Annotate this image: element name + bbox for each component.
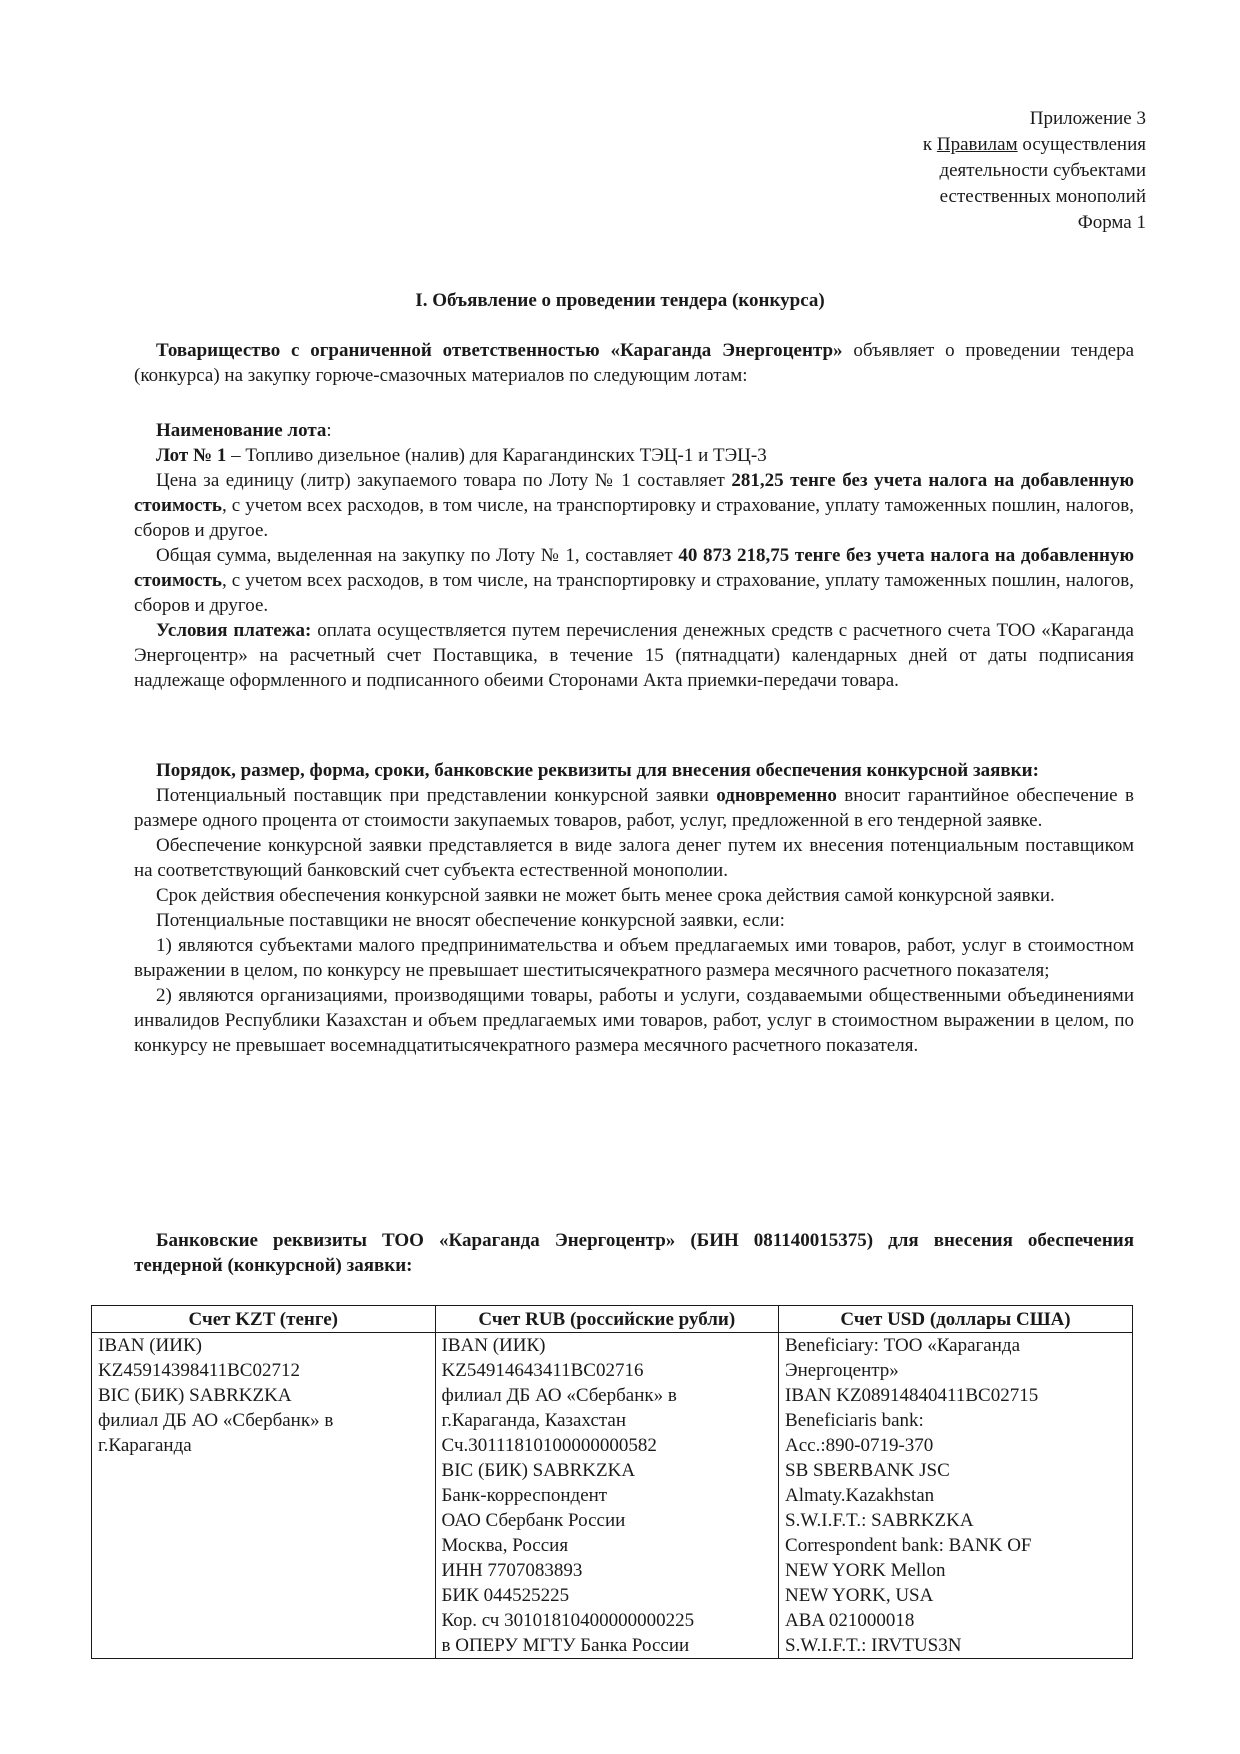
appendix-block — [923, 106, 1146, 236]
security-paragraph-6: 2) являются организациями, производящими товары, работы и услуги, создаваемыми общественными объединениями инвалидов Республики Казахстан и объем предлагаемых ими товаров, работ, услуг в стоимостном выражении в целом, по конкурсу не превышает восемнадцатитысячекратного размера месячного расчетного показателя. — [134, 985, 1134, 1056]
rub-line: ОАО Сбербанк России — [441, 1510, 626, 1531]
appendix-line-4: естественных монополий — [939, 186, 1146, 207]
rub-line: в ОПЕРУ МГТУ Банка России — [441, 1635, 690, 1656]
appendix-rules-line: к Правилам осуществления — [922, 134, 1146, 155]
header-kzt: Счет KZT (тенге) — [92, 1306, 436, 1333]
usd-line: SB SBERBANK JSC — [785, 1460, 950, 1481]
kzt-line: г.Караганда — [98, 1435, 192, 1456]
kzt-line: BIC (БИК) SABRKZKA — [98, 1385, 292, 1406]
lot-name: Лот № 1 – Топливо дизельное (налив) для Карагандинских ТЭЦ-1 и ТЭЦ-3 — [156, 445, 767, 466]
usd-line: Almaty.Kazakhstan — [785, 1485, 935, 1506]
bank-section — [134, 1228, 1134, 1278]
usd-line: Acc.:890-0719-370 — [785, 1435, 934, 1456]
appendix-line-3: деятельности субъектами — [939, 160, 1146, 181]
security-paragraph-5: 1) являются субъектами малого предпринимательства и объем предлагаемых ими товаров, работ, услуг в стоимостном выражении в целом, по конкурсу не превышает шеститысячекратного размера месячного расчетного показателя; — [134, 935, 1134, 981]
bank-details-table — [91, 1305, 1133, 1659]
rub-line: BIC (БИК) SABRKZKA — [441, 1460, 636, 1481]
security-paragraph-2: Обеспечение конкурсной заявки представляется в виде залога денег путем их внесения потенциальным поставщиком на соответствующий банковский счет субъекта естественной монополии. — [134, 835, 1134, 881]
header-rub: Счет RUB (российские рубли) — [435, 1306, 779, 1333]
usd-line: Beneficiaris bank: — [785, 1410, 924, 1431]
bank-heading: Банковские реквизиты ТОО «Караганда Энергоцентр» (БИН 081140015375) для внесения обеспечения тендерной (конкурсной) заявки: — [134, 1230, 1134, 1276]
rub-line: Кор. сч 30101810400000000225 — [441, 1610, 695, 1631]
security-section — [134, 758, 1134, 1058]
appendix-number: Приложение 3 — [1029, 108, 1146, 129]
rub-line: Банк-корреспондент — [441, 1485, 608, 1506]
security-heading: Порядок, размер, форма, сроки, банковские реквизиты для внесения обеспечения конкурсной заявки: — [156, 760, 1039, 781]
table-row — [92, 1333, 1133, 1659]
kzt-line: IBAN (ИИК) — [98, 1335, 202, 1356]
usd-line: ABA 021000018 — [785, 1610, 915, 1631]
usd-line: NEW YORK Mellon — [785, 1560, 946, 1581]
security-paragraph-3: Срок действия обеспечения конкурсной заявки не может быть менее срока действия самой конкурсной заявки. — [156, 885, 1055, 906]
kzt-line: филиал ДБ АО «Сбербанк» в — [98, 1410, 334, 1431]
usd-line: IBAN KZ08914840411BC02715 — [785, 1385, 1039, 1406]
page-title: I. Объявление о проведении тендера (конкурса) — [415, 290, 825, 311]
usd-line: S.W.I.F.T.: SABRKZKA — [785, 1510, 974, 1531]
rules-link[interactable]: Правилам — [936, 134, 1018, 155]
usd-line: S.W.I.F.T.: IRVTUS3N — [785, 1635, 962, 1656]
usd-cell — [779, 1333, 1133, 1659]
intro-section — [134, 338, 1134, 388]
usd-line: NEW YORK, USA — [785, 1585, 934, 1606]
lot-total-paragraph: Общая сумма, выделенная на закупку по Лоту № 1, составляет 40 873 218,75 тенге без учета налога на добавленную стоимость, с учетом всех расходов, в том числе, на транспортировку и страхование, уплату таможенных пошлин, налогов, сборов и другое. — [134, 545, 1134, 616]
usd-line: Correspondent bank: BANK OF — [785, 1535, 1032, 1556]
header-usd: Счет USD (доллары США) — [779, 1306, 1133, 1333]
usd-line: Beneficiary: ТОО «Караганда — [785, 1335, 1021, 1356]
lot-section — [134, 418, 1134, 693]
rub-line: г.Караганда, Казахстан — [441, 1410, 627, 1431]
kzt-line: KZ45914398411BC02712 — [98, 1360, 300, 1381]
rub-line: БИК 044525225 — [441, 1585, 570, 1606]
security-paragraph-1: Потенциальный поставщик при представлении конкурсной заявки одновременно вносит гарантийное обеспечение в размере одного процента от стоимости закупаемых товаров, работ, услуг, предложенной в его тендерной заявке. — [134, 785, 1134, 831]
rub-line: Сч.30111810100000000582 — [441, 1435, 657, 1456]
table-header-row — [92, 1306, 1133, 1333]
kzt-cell — [92, 1333, 436, 1659]
rub-line: филиал ДБ АО «Сбербанк» в — [441, 1385, 677, 1406]
rub-line: ИНН 7707083893 — [441, 1560, 583, 1581]
usd-line: Энергоцентр» — [785, 1360, 899, 1381]
rub-line: Москва, Россия — [441, 1535, 569, 1556]
security-paragraph-4: Потенциальные поставщики не вносят обеспечение конкурсной заявки, если: — [156, 910, 785, 931]
lot-heading: Наименование лота: — [156, 420, 332, 441]
intro-paragraph: Товарищество с ограниченной ответственностью «Караганда Энергоцентр» объявляет о проведении тендера (конкурса) на закупку горюче-смазочных материалов по следующим лотам: — [134, 340, 1134, 386]
lot-price-paragraph: Цена за единицу (литр) закупаемого товара по Лоту № 1 составляет 281,25 тенге без учета налога на добавленную стоимость, с учетом всех расходов, в том числе, на транспортировку и страхование, уплату таможенных пошлин, налогов, сборов и другое. — [134, 470, 1134, 541]
rub-line: KZ54914643411BC02716 — [441, 1360, 644, 1381]
appendix-form: Форма 1 — [1077, 212, 1146, 233]
payment-terms-paragraph: Условия платежа: оплата осуществляется путем перечисления денежных средств с расчетного счета ТОО «Караганда Энергоцентр» на расчетный счет Поставщика, в течение 15 (пятнадцати) календарных дней от даты подписания надлежаще оформленного и подписанного обеими Сторонами Акта приемки-передачи товара. — [134, 620, 1134, 691]
rub-line: IBAN (ИИК) — [441, 1335, 546, 1356]
rub-cell — [435, 1333, 779, 1659]
